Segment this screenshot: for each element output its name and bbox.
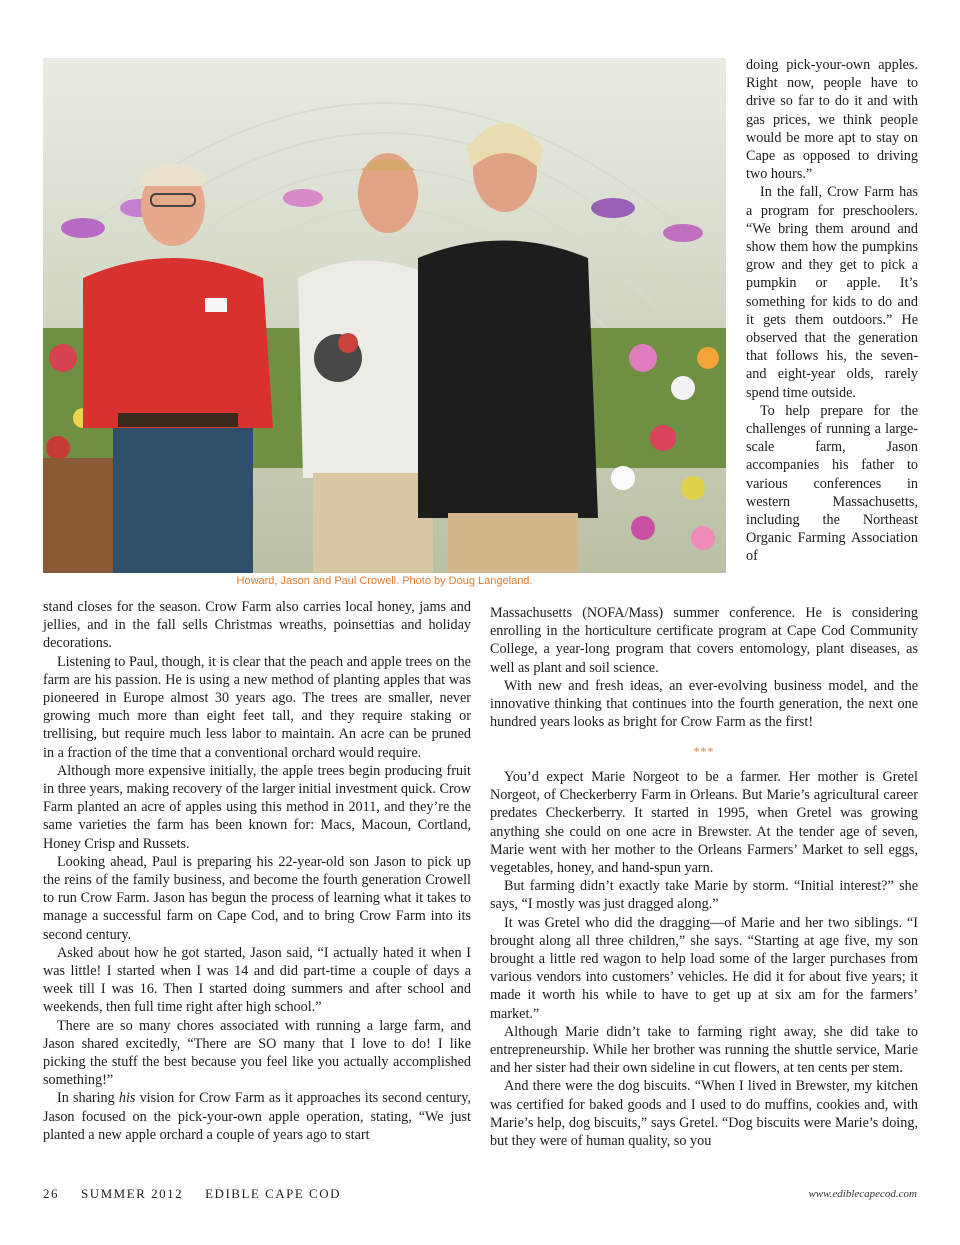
paragraph: Massachusetts (NOFA/Mass) summer conference. He is considering enrolling in the horticulture certificate program at Cape Cod Community College, a year-long program that covers entomology, plant diseases, as well as plant and soil science. (490, 605, 918, 676)
paragraph: And there were the dog biscuits. “When I lived in Brewster, my kitchen was certified for baked goods and I used to do muffins, cookies and, with Marie’s help, dog biscuits,” says Gretel. “Dog biscuits were Marie’s doing, but they were of human quality, so you (490, 1078, 918, 1150)
left-column (43, 598, 471, 1144)
paragraph (43, 1089, 471, 1144)
paragraph: stand closes for the season. Crow Farm also carries local honey, jams and jellies, and in the fall sells Christmas wreaths, poinsettias and holiday decorations. (43, 599, 471, 652)
issue-label: SUMMER 2012 (81, 1186, 184, 1201)
right-column-bottom (490, 768, 918, 1150)
paragraph-rest: vision for Crow Farm as it approaches its second century, Jason focused on the pick-your-own apple operation, stating, “We just planted a new apple orchard a couple of years ago to start (43, 1090, 472, 1143)
paragraph: doing pick-your-own apples. Right now, people have to drive so far to do it and with gas prices, we think people would be more apt to stay on Cape as opposed to driving two hours.” (746, 57, 918, 183)
paragraph: You’d expect Marie Norgeot to be a farmer. Her mother is Gretel Norgeot, of Checkerberry Farm in Orleans. But Marie’s agricultural career predates Checkerberry. It started in 1995, when Gretel was growing anything she could on one acre in Brewster. At the tender age of seven, Marie went with her mother to the Orleans Farmers’ Market to sell eggs, vegetables, honey, and hand-spun yarn. (490, 769, 918, 877)
emphasis: his (118, 1090, 136, 1107)
article-photo (43, 58, 726, 573)
photo-caption: Howard, Jason and Paul Crowell. Photo by Doug Langeland. (236, 575, 533, 587)
side-column (746, 56, 918, 566)
website-link[interactable]: www.ediblecapecod.com (808, 1188, 917, 1200)
paragraph: But farming didn’t exactly take Marie by storm. “Initial interest?” she says, “I mostly was just dragged along.” (490, 878, 918, 913)
magazine-name: EDIBLE CAPE COD (205, 1186, 341, 1201)
right-column-top (490, 604, 918, 731)
paragraph: There are so many chores associated with running a large farm, and Jason shared excitedly, “There are SO many that I love to do! I like picking the stuff the best because you feel like you actually accomplished something!” (43, 1017, 471, 1089)
paragraph: Although more expensive initially, the apple trees begin producing fruit in three years, making recovery of the larger initial investment quick. Crow Farm planted an acre of apples using this method in 2011, and they’re the same varieties the farm has been known for: Macs, Macoun, Cortland, Honey Crisp and Russets. (43, 762, 471, 852)
paragraph: Looking ahead, Paul is preparing his 22-year-old son Jason to pick up the reins of the family business, and become the fourth generation Crowell to run Crow Farm. Jason has begun the process of learning what it takes to manage a successful farm on Cape Cod, and to bring Crow Farm into its second century. (43, 853, 471, 943)
section-separator: *** (693, 744, 715, 758)
page-footer (43, 1186, 363, 1202)
paragraph: Asked about how he got started, Jason said, “I actually hated it when I was little! I started when I was 14 and did part-time a couple of days a week till I was 16. Then I started doing summers and after school and weekends, then full time right after high school.” (43, 944, 471, 1016)
paragraph: It was Gretel who did the dragging—of Marie and her two siblings. “I brought along all three children,” she says. “Starting at age five, my son brought a little red wagon to help load some of the larger purchases from various vendors into customers’ vehicles. He did it for about five years; it made it worth his while to have to get up at six am for the farmers’ market.” (490, 914, 918, 1022)
paragraph: Although Marie didn’t take to farming right away, she did take to entrepreneurship. While her brother was running the shuttle service, Marie and her sister had their own sideline in cut flowers, at ten cents per stem. (490, 1023, 918, 1077)
paragraph: In the fall, Crow Farm has a program for preschoolers. “We bring them around and show them how the pumpkins grow and they get to pick a pumpkin or apple. It’s something for kids to do and it gets them outdoors.” He observed that the generation that follows his, the seven- and eight-year olds, rarely spend time outside. (746, 184, 918, 401)
paragraph: With new and fresh ideas, an ever-evolving business model, and the innovative thinking that continues into the fourth generation, the next one hundred years looks as bright for Crow Farm as the first! (490, 677, 918, 731)
page-number: 26 (43, 1186, 59, 1201)
paragraph: Listening to Paul, though, it is clear that the peach and apple trees on the farm are his passion. He is using a new method of planting apples that was pioneered in Europe almost 30 years ago. The trees are smaller, never growing much more than eight feet tall, and they require staking or trellising, but require much less labor to maintain. An acre can be pruned in a fraction of the time that a conventional orchard would require. (43, 653, 471, 761)
paragraph-lead: In sharing (57, 1090, 119, 1107)
greenhouse-photo-illustration (43, 58, 726, 573)
paragraph: To help prepare for the challenges of running a large-scale farm, Jason accompanies his father to various conferences in western Massachusetts, including the Northeast Organic Farming Association of (746, 402, 918, 565)
